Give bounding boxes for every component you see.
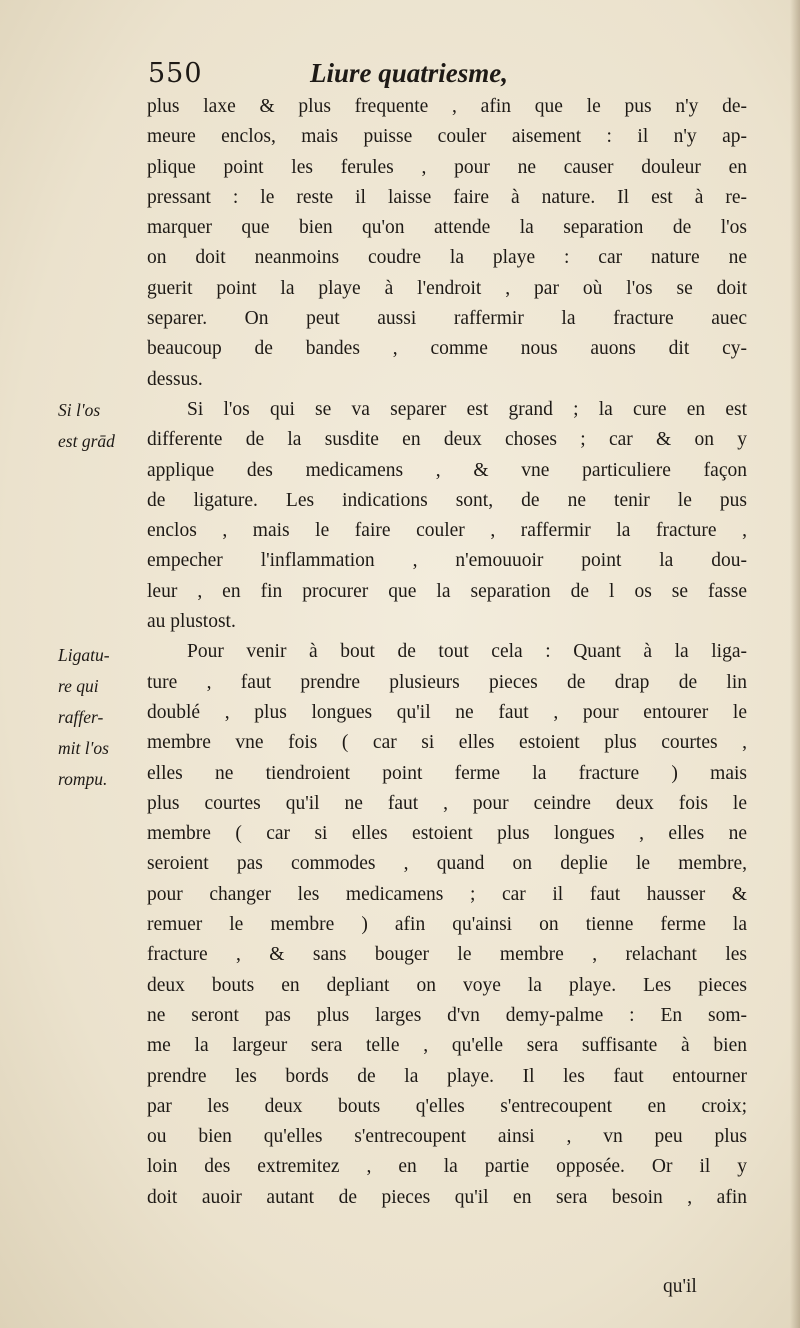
text-line: differente de la susdite en deux choses ; car & on y — [147, 429, 747, 451]
text-line: pressant : le reste il laisse faire à nature. Il est à re- — [147, 186, 747, 208]
text-line: dessus. — [147, 368, 203, 390]
text-line: empecher l'inflammation , n'emouuoir point la dou- — [147, 550, 747, 572]
text-line: Si l'os qui se va separer est grand ; la cure en est — [187, 398, 747, 420]
text-line: ne seront pas plus larges d'vn demy-palme : En som- — [147, 1004, 747, 1026]
text-line: doublé , plus longues qu'il ne faut , pour entourer le — [147, 701, 747, 723]
text-line: marquer que bien qu'on attende la separation de l'os — [147, 217, 747, 239]
text-line: pour changer les medicamens ; car il faut hausser & — [147, 883, 747, 905]
text-line: elles ne tiendroient point ferme la fracture ) mais — [147, 762, 747, 784]
running-title: Liure quatriesme, — [310, 58, 509, 88]
margin-note-ligature — [58, 640, 142, 795]
text-line: enclos , mais le faire couler , raffermir la fracture , — [147, 520, 747, 542]
margin-note-large-bone — [58, 395, 142, 457]
text-line: de ligature. Les indications sont, de ne tenir le pus — [147, 489, 747, 511]
text-line: deux bouts en depliant on voye la playe. Les pieces — [147, 974, 747, 996]
margin-note-line: rompu. — [58, 769, 108, 789]
text-line: plique point les ferules , pour ne causer douleur en — [147, 156, 747, 178]
margin-note-line: Ligatu- — [58, 645, 110, 665]
text-line: me la largeur sera telle , qu'elle sera suffisante à bien — [147, 1035, 747, 1057]
page-edge-shadow — [790, 0, 800, 1328]
text-line: remuer le membre ) afin qu'ainsi on tienne ferme la — [147, 914, 747, 936]
margin-note-line: re qui — [58, 676, 99, 696]
margin-note-line: Si l'os — [58, 400, 101, 420]
text-line: leur , en fin procurer que la separation de l os se fasse — [147, 580, 747, 602]
margin-note-line: raffer- — [58, 707, 104, 727]
text-line: membre ( car si elles estoient plus longues , elles ne — [147, 823, 747, 845]
text-line: plus courtes qu'il ne faut , pour ceindre deux fois le — [147, 792, 747, 814]
text-line: Pour venir à bout de tout cela : Quant à la liga- — [187, 641, 747, 663]
text-line: membre vne fois ( car si elles estoient plus courtes , — [147, 732, 747, 754]
text-line: loin des extremitez , en la partie opposée. Or il y — [147, 1156, 747, 1178]
text-line: beaucoup de bandes , comme nous auons dit cy- — [147, 338, 747, 360]
text-line: meure enclos, mais puisse couler aisement : il n'y ap- — [147, 126, 747, 148]
text-line: seroient pas commodes , quand on deplie le membre, — [147, 853, 747, 875]
text-line: par les deux bouts q'elles s'entrecoupent en croix; — [147, 1095, 747, 1117]
text-line: ou bien qu'elles s'entrecoupent ainsi , vn peu plus — [147, 1126, 747, 1148]
text-line: on doit neanmoins coudre la playe : car nature ne — [147, 247, 747, 269]
catchword: qu'il — [663, 1276, 697, 1297]
text-line: guerit point la playe à l'endroit , par où l'os se doit — [147, 277, 747, 299]
text-line: fracture , & sans bouger le membre , relachant les — [147, 944, 747, 966]
margin-note-line: est grād — [58, 431, 115, 451]
text-line: prendre les bords de la playe. Il les faut entourner — [147, 1065, 747, 1087]
text-line: ture , faut prendre plusieurs pieces de drap de lin — [147, 671, 747, 693]
margin-note-line: mit l'os — [58, 738, 109, 758]
text-line: plus laxe & plus frequente , afin que le pus n'y de- — [147, 96, 747, 117]
page-number: 550 — [148, 58, 203, 89]
text-line: separer. On peut aussi raffermir la fracture auec — [147, 308, 747, 330]
text-line: au plustost. — [147, 611, 236, 633]
text-line: applique des medicamens , & vne particuliere façon — [147, 459, 747, 481]
main-text-block — [147, 92, 747, 1213]
text-line: doit auoir autant de pieces qu'il en sera besoin , afin — [147, 1186, 747, 1208]
